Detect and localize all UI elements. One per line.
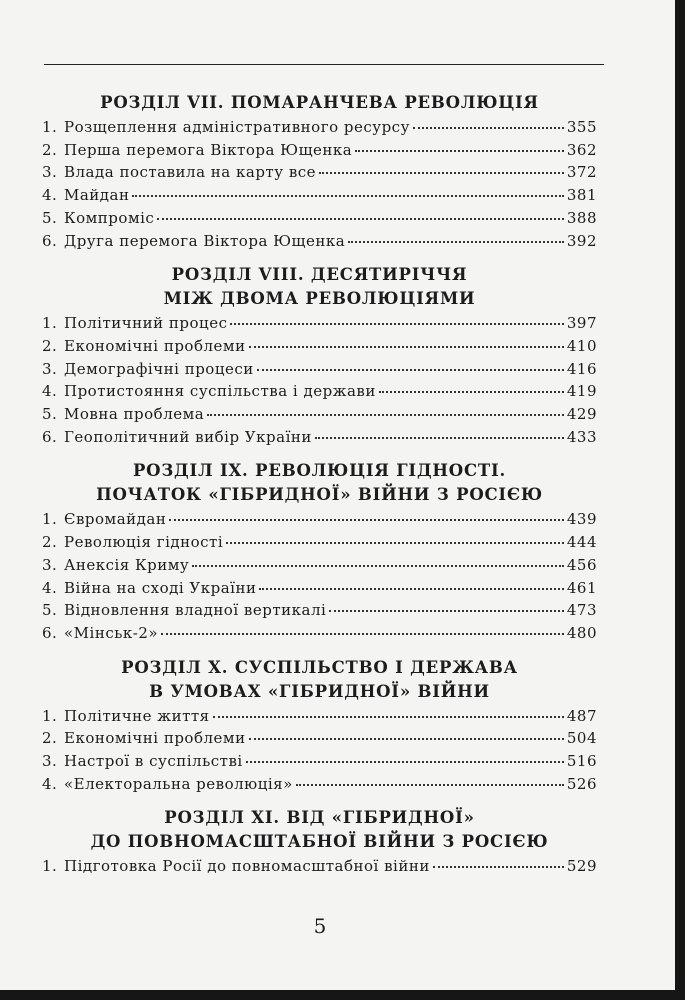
entry-number: 1. [42,706,58,725]
entry-title: Геополітичний вибір України [64,427,312,446]
entry-title: Євромайдан [64,510,167,529]
toc-entry[interactable] [42,312,597,335]
toc-section [42,807,597,878]
dot-leader [259,588,563,590]
entry-page-number: 362 [566,140,597,159]
page-number: 5 [313,914,327,938]
toc-entry[interactable] [42,161,597,184]
toc-entry[interactable] [42,403,597,426]
entry-title: Політичне життя [64,706,210,725]
toc-section [42,657,597,796]
section-title: РОЗДІЛ VII. ПОМАРАНЧЕВА РЕВОЛЮЦІЯ [100,93,539,112]
dot-leader [329,610,564,612]
section-title: РОЗДІЛ XI. ВІД «ГІБРИДНОЇ» [164,808,475,828]
entry-title: «Електоральна революція» [64,774,293,793]
dot-leader [161,633,564,635]
section-title: В УМОВАХ «ГІБРИДНОЇ» ВІЙНИ [149,681,490,701]
entry-page-number: 416 [566,359,597,378]
entry-page-number: 529 [566,857,597,876]
dot-leader [296,784,564,786]
dot-leader [433,866,564,868]
entry-title: Відновлення владної вертикалі [64,601,327,620]
entry-page-number: 473 [566,601,597,620]
dot-leader [413,127,564,129]
entry-title: Економічні проблеми [64,336,246,355]
entry-number: 3. [42,359,58,378]
entry-title: «Мінськ-2» [64,623,159,642]
dot-leader [132,195,563,197]
entry-title: Економічні проблеми [64,729,246,748]
entry-page-number: 410 [566,336,597,355]
entry-number: 5. [42,405,58,424]
entry-number: 3. [42,555,58,574]
entry-number: 4. [42,186,58,205]
entry-number: 2. [42,533,58,552]
entry-title: Демографічні процеси [64,359,254,378]
entry-title: Мовна проблема [64,405,205,424]
entry-number: 6. [42,623,58,642]
toc-entry[interactable] [42,230,597,253]
dot-leader [355,150,564,152]
entry-number: 4. [42,578,58,597]
entry-title: Настрої в суспільстві [64,752,243,771]
dot-leader [315,437,564,439]
entry-number: 3. [42,163,58,182]
table-of-contents [42,92,597,890]
entry-page-number: 397 [566,314,597,333]
entry-number: 2. [42,336,58,355]
section-title: РОЗДІЛ IX. РЕВОЛЮЦІЯ ГІДНОСТІ. [132,461,507,481]
entry-title: Друга перемога Віктора Ющенка [64,231,346,250]
toc-entry[interactable] [42,750,597,773]
dot-leader [246,761,564,763]
entry-page-number: 504 [566,729,597,748]
toc-entry[interactable] [42,116,597,139]
entry-number: 1. [42,118,58,136]
toc-entry[interactable] [42,727,597,750]
entry-page-number: 487 [566,706,597,725]
entry-number: 4. [42,774,58,793]
toc-entry[interactable] [42,184,597,207]
entry-title: Розщеплення адміністративного ресурсу [64,118,410,136]
dot-leader [379,391,564,393]
entry-title: Революція гідності [64,533,224,552]
section-title: МІЖ ДВОМА РЕВОЛЮЦІЯМИ [163,289,476,309]
dot-leader [257,369,564,371]
entry-page-number: 480 [566,623,597,642]
entry-page-number: 433 [566,427,597,446]
toc-entry[interactable] [42,855,597,878]
entry-number: 1. [42,510,58,529]
entry-page-number: 392 [566,231,597,250]
dot-leader [226,542,564,544]
toc-entry[interactable] [42,599,597,622]
entry-page-number: 439 [566,510,597,529]
toc-section [42,460,597,644]
section-title: ДО ПОВНОМАСШТАБНОЇ ВІЙНИ З РОСІЄЮ [90,832,549,852]
entry-title: Влада поставила на карту все [64,163,317,182]
toc-entry[interactable] [42,207,597,230]
toc-entry[interactable] [42,358,597,381]
entry-title: Протистояння суспільства і держави [64,382,376,401]
dot-leader [169,519,564,521]
toc-entry[interactable] [42,335,597,358]
entry-number: 5. [42,208,58,227]
toc-entry[interactable] [42,554,597,577]
entry-title: Війна на сході України [64,578,257,597]
header-rule [44,64,604,65]
entry-number: 3. [42,752,58,771]
section-title: РОЗДІЛ X. СУСПІЛЬСТВО І ДЕРЖАВА [121,657,518,677]
entry-title: Перша перемога Віктора Ющенка [64,140,353,159]
entry-title: Компроміс [64,208,155,227]
entry-number: 4. [42,382,58,401]
entry-page-number: 429 [566,405,597,424]
toc-entry[interactable] [42,426,597,449]
dot-leader [157,218,564,220]
toc-entry[interactable] [42,508,597,531]
dot-leader [348,241,564,243]
entry-number: 1. [42,857,58,876]
dot-leader [319,172,564,174]
entry-number: 2. [42,140,58,159]
dot-leader [213,716,564,718]
entry-title: Анексія Криму [64,555,190,574]
entry-title: Майдан [64,186,130,205]
entry-page-number: 419 [566,382,597,401]
entry-number: 5. [42,601,58,620]
section-title: РОЗДІЛ VIII. ДЕСЯТИРІЧЧЯ [171,265,468,285]
entry-page-number: 456 [566,555,597,574]
entry-page-number: 381 [566,186,597,205]
dot-leader [207,414,564,416]
toc-entry[interactable] [42,622,597,645]
dot-leader [249,738,564,740]
toc-entry[interactable] [42,577,597,600]
entry-page-number: 444 [566,533,597,552]
entry-page-number: 388 [566,208,597,227]
dot-leader [192,565,564,567]
toc-entry[interactable] [42,380,597,403]
entry-page-number: 372 [566,163,597,182]
section-title: ПОЧАТОК «ГІБРИДНОЇ» ВІЙНИ З РОСІЄЮ [96,485,543,505]
entry-number: 1. [42,314,58,333]
toc-entry[interactable] [42,773,597,796]
entry-page-number: 355 [566,118,597,136]
entry-title: Політичний процес [64,314,228,333]
entry-number: 6. [42,427,58,446]
toc-entry[interactable] [42,705,597,728]
entry-number: 6. [42,231,58,250]
entry-page-number: 461 [566,578,597,597]
entry-number: 2. [42,729,58,748]
toc-section [42,264,597,448]
toc-entry[interactable] [42,139,597,162]
dot-leader [230,323,563,325]
entry-page-number: 516 [566,752,597,771]
toc-entry[interactable] [42,531,597,554]
dot-leader [249,346,564,348]
entry-title: Підготовка Росії до повномасштабної війни [64,857,430,876]
entry-page-number: 526 [566,774,597,793]
toc-section [42,92,597,252]
